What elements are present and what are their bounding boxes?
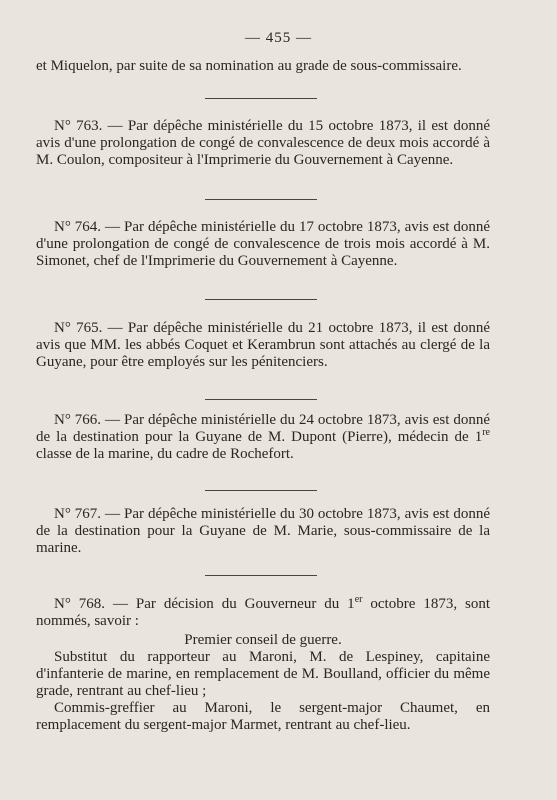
- separator-rule: [205, 98, 317, 99]
- subheading: Premier conseil de guerre.: [184, 632, 342, 648]
- separator-rule: [205, 490, 317, 491]
- page-number: — 455 —: [245, 30, 312, 46]
- entry-text: N° 768. — Par décision du Gouverneur du 1er octobre 1873, sont nommés, savoir :: [36, 594, 491, 629]
- entry-766: [36, 412, 490, 463]
- entry-763: [36, 118, 490, 169]
- entry-continuation: [36, 58, 490, 75]
- entry-764: [36, 219, 490, 270]
- entry-767: [36, 506, 490, 557]
- entry-text: et Miquelon, par suite de sa nomination au grade de sous-commissaire.: [36, 58, 462, 74]
- separator-rule: [205, 399, 317, 400]
- entry-text: N° 764. — Par dépêche ministérielle du 17 octobre 1873, avis est donné d'une prolongation de congé de convalescence de trois mois accordé à M. Simonet, chef de l'Imprimerie du Gouvernement à Cayenne.: [36, 219, 490, 269]
- list-item: Substitut du rapporteur au Maroni, M. de Lespiney, capitaine d'infanterie de marine, en remplacement de M. Boulland, officier du même grade, rentrant au chef-lieu ;: [36, 649, 490, 699]
- entry-text: N° 766. — Par dépêche ministérielle du 24 octobre 1873, avis est donné de la destination pour la Guyane de M. Dupont (Pierre), médecin de 1re classe de la marine, du cadre de Rochefort.: [36, 412, 490, 462]
- entry-text: N° 767. — Par dépêche ministérielle du 30 octobre 1873, avis est donné de la destination pour la Guyane de M. Marie, sous-commissaire de la marine.: [36, 506, 490, 556]
- separator-rule: [205, 575, 317, 576]
- separator-rule: [205, 299, 317, 300]
- separator-rule: [205, 199, 317, 200]
- list-item: Commis-greffier au Maroni, le sergent-major Chaumet, en remplacement du sergent-major Marmet, rentrant au chef-lieu.: [36, 700, 490, 733]
- entry-text: N° 763. — Par dépêche ministérielle du 15 octobre 1873, il est donné avis d'une prolongation de congé de convalescence de deux mois accordé à M. Coulon, compositeur à l'Imprimerie du Gouvernement à Cayenne.: [36, 118, 490, 168]
- entry-765: [36, 320, 490, 371]
- entry-text: N° 765. — Par dépêche ministérielle du 21 octobre 1873, il est donné avis que MM. les abbés Coquet et Kerambrun sont attachés au clergé de la Guyane, pour être employés sur les pénitenciers.: [36, 320, 490, 370]
- entry-768: [36, 596, 490, 734]
